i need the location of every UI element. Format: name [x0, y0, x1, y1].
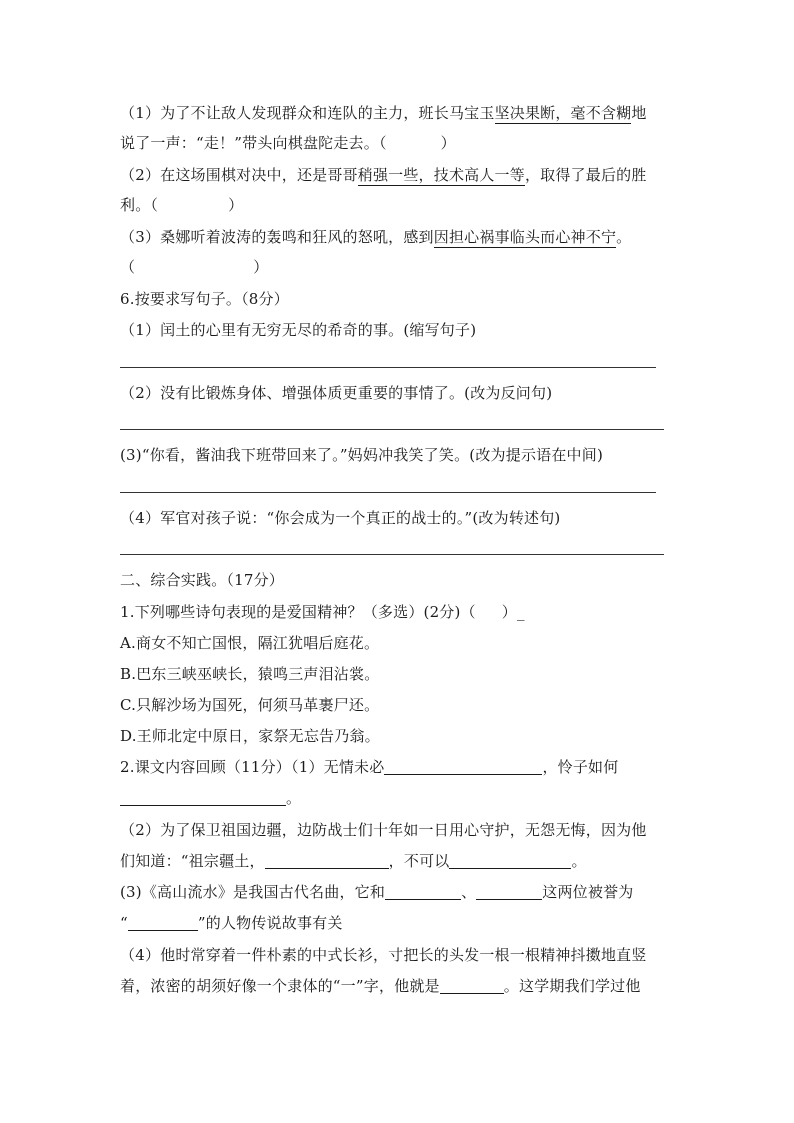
section2-heading: 二、综合实践。（17分） [120, 571, 284, 589]
s2-q2-line8 [120, 976, 680, 996]
paren-close: ）_ [501, 603, 525, 621]
q5-item1-text-end: 地 [631, 104, 647, 122]
paren-open: （ [120, 258, 136, 276]
answer-line[interactable] [120, 492, 656, 493]
q6-heading: 6.按要求写句子。（8分） [120, 290, 289, 308]
q5-item3-line2 [120, 257, 680, 277]
s2-q2-text: 。这学期我们学过他 [503, 977, 641, 995]
q5-item1-underlined: 坚决果断，毫不含糊 [494, 104, 632, 122]
q6-item1: （1）闰土的心里有无穷无尽的希奇的事。(缩写句子) [120, 321, 477, 339]
q5-item2-text: （2）在这场围棋对决中，还是哥哥 [120, 166, 358, 184]
s2-q1-option-d: D.王师北定中原日，家祭无忘告乃翁。 [120, 727, 380, 745]
s2-q2-text: 。 [286, 789, 302, 807]
s2-q2-line3: （2）为了保卫祖国边疆，边防战士们十年如一日用心守护，无怨无悔，因为他 [120, 821, 647, 839]
s2-q2-text: 着，浓密的胡须好像一个隶体的“一”字，他就是 [120, 977, 440, 995]
s2-q2-line7: （4）他时常穿着一件朴素的中式长衫，寸把长的头发一根一根精神抖擞地直竖 [120, 946, 647, 964]
s2-q2-text: ”的人物传说故事有关 [197, 914, 343, 932]
q5-item2-line2 [120, 195, 680, 215]
q5-item2-underlined: 稍强一些，技术高人一等 [357, 166, 525, 184]
s2-q2-line1 [120, 757, 680, 777]
paren-close: ） [440, 134, 456, 152]
s2-q2-text: 们知道：“祖宗疆土， [120, 852, 265, 870]
s2-q2-text: ，不可以 [388, 852, 450, 870]
fill-blank[interactable] [128, 914, 198, 931]
fill-blank[interactable] [385, 883, 461, 900]
fill-blank[interactable] [476, 883, 542, 900]
q5-item1-line1 [120, 103, 680, 123]
answer-line[interactable] [120, 429, 664, 430]
answer-line[interactable] [120, 554, 664, 555]
s2-q2-text: 2.课文内容回顾（11分）（1）无情未必 [120, 758, 385, 776]
s2-q2-text: (3)《高山流水》是我国古代名曲，它和 [120, 883, 386, 901]
s2-q2-text: 这两位被誉为 [542, 883, 634, 901]
fill-blank[interactable] [384, 758, 542, 775]
s2-q1-stem [120, 602, 680, 622]
s2-q1-option-c: C.只解沙场为国死，何须马革裹尸还。 [120, 696, 380, 714]
q5-item1-text: （1）为了不让敌人发现群众和连队的主力，班长马宝玉 [120, 104, 495, 122]
s2-q2-text: 。 [571, 852, 587, 870]
fill-blank[interactable] [449, 852, 571, 869]
q5-item2-line1 [120, 165, 680, 185]
fill-blank[interactable] [265, 852, 389, 869]
s2-q1-stem-text: 1.下列哪些诗句表现的是爱国精神？（多选）(2分)（ [120, 603, 476, 621]
quote-open: “ [120, 914, 128, 932]
s2-q2-line6 [120, 913, 680, 933]
q5-item1-text2: 说了一声：“走！”带头向棋盘陀走去。（ [120, 134, 387, 152]
q5-item3-line1 [120, 227, 680, 247]
q6-item3: (3)“你看，酱油我下班带回来了。”妈妈冲我笑了笑。(改为提示语在中间) [120, 446, 603, 464]
fill-blank[interactable] [440, 977, 504, 994]
q5-item1-line2 [120, 133, 680, 153]
s2-q1-option-b: B.巴东三峡巫峡长，猿鸣三声泪沾裳。 [120, 665, 380, 683]
s2-q2-text: ，怜子如何 [542, 758, 619, 776]
s2-q2-text: 、 [461, 883, 477, 901]
s2-q1-option-a: A.商女不知亡国恨，隔江犹唱后庭花。 [120, 634, 380, 652]
q5-item3-text-end: 。 [616, 228, 632, 246]
s2-q2-line2 [120, 788, 680, 808]
fill-blank[interactable] [120, 789, 286, 806]
s2-q2-line5 [120, 882, 680, 902]
q5-item2-text2: 利。（ [120, 196, 159, 214]
s2-q2-line4 [120, 851, 680, 871]
q5-item3-text: （3）桑娜听着波涛的轰鸣和狂风的怒吼，感到 [120, 228, 434, 246]
q6-item4: （4）军官对孩子说：“你会成为一个真正的战士的。”(改为转述句) [120, 509, 561, 527]
q5-item3-underlined: 因担心祸事临头而心神不宁 [433, 228, 617, 246]
q5-item2-text-end: ，取得了最后的胜 [524, 166, 647, 184]
answer-line[interactable] [120, 367, 656, 368]
paren-close: ） [228, 196, 244, 214]
paren-close: ） [253, 258, 269, 276]
q6-item2: （2）没有比锻炼身体、增强体质更重要的事情了。(改为反问句) [120, 384, 553, 402]
